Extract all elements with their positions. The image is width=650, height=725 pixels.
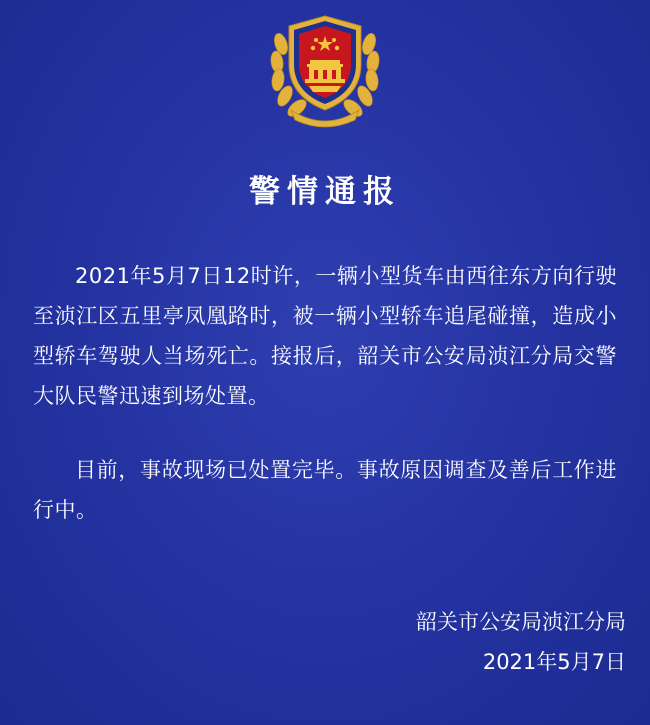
signature-date: 2021年5月7日 xyxy=(482,650,626,674)
notice-paragraph-2: 目前，事故现场已处置完毕。事故原因调查及善后工作进行中。 xyxy=(33,458,617,522)
notice-paragraph-1: 2021年5月7日12时许，一辆小型货车由西往东方向行驶至浈江区五里亭凤凰路时，被一辆小型轿车追尾碰撞，造成小型轿车驾驶人当场死亡。接报后，韶关市公安局浈江分局交警大队民警迅速到场处置。 xyxy=(33,264,617,408)
police-emblem-icon xyxy=(263,10,387,130)
signature-org: 韶关市公安局浈江分局 xyxy=(416,610,626,634)
page-title: 警情通报 xyxy=(249,174,401,210)
